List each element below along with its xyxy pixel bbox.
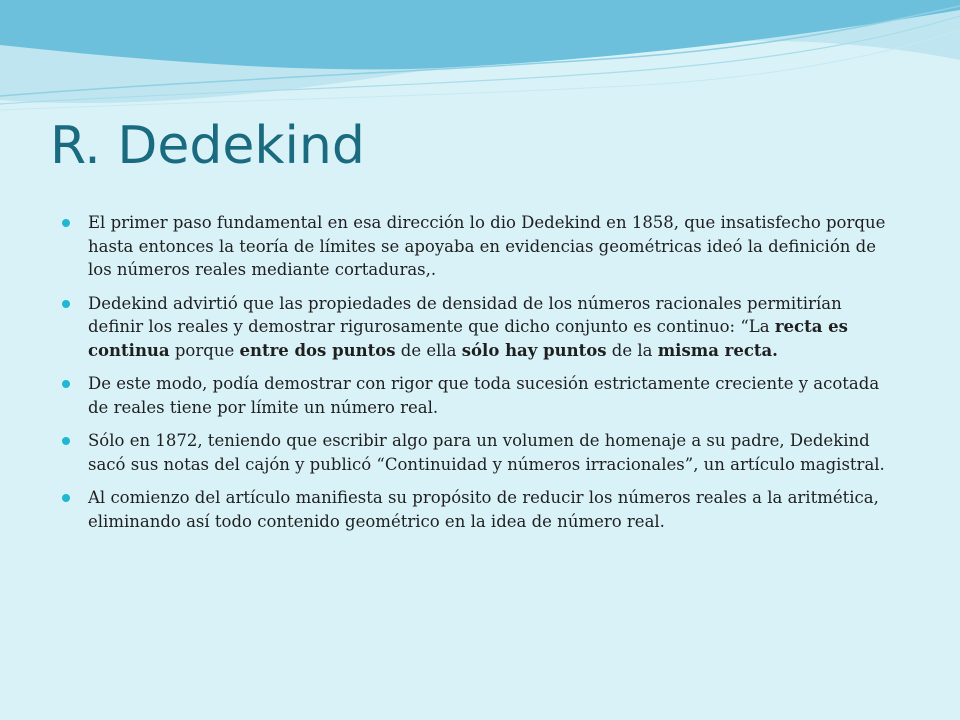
text-segment: porque [169,340,240,360]
bullet-dot-icon [62,380,70,388]
bullet-dot-icon [62,494,70,502]
bullet-dot-icon [62,437,70,445]
bullet-item [60,372,900,419]
bullet-item [60,211,900,282]
text-segment: Dedekind advirtió que las propiedades de densidad de los números racionales permitirían definir los reales y demostrar rigurosamente que dicho conjunto es continuo: “La [88,293,842,336]
bullet-list [60,211,900,543]
bullet-text: El primer paso fundamental en esa dirección lo dio Dedekind en 1858, que insatisfecho porque hasta entonces la teoría de límites se apoyaba en evidencias geométricas ideó la definición de los números reales mediante cortaduras,. [88,213,886,279]
slide-title: R. Dedekind [50,116,365,176]
bullet-item [60,292,900,363]
bold-segment: entre dos puntos [239,340,396,360]
bullet-text: De este modo, podía demostrar con rigor que toda sucesión estrictamente creciente y acotada de reales tiene por límite un número real. [88,374,880,417]
bullet-text [88,294,848,360]
bold-segment: sólo hay puntos [461,340,607,360]
bullet-text: Sólo en 1872, teniendo que escribir algo para un volumen de homenaje a su padre, Dedekind sacó sus notas del cajón y publicó “Continuidad y números irracionales”, un artículo magistral. [88,431,885,474]
header-wave-decoration [0,0,960,130]
bullet-text: Al comienzo del artículo manifiesta su propósito de reducir los números reales a la aritmética, eliminando así todo contenido geométrico en la idea de número real. [88,488,879,531]
bullet-item [60,486,900,533]
bullet-dot-icon [62,300,70,308]
bold-segment: recta es continua [88,317,848,360]
text-segment: de la [606,340,658,360]
bold-segment: misma recta. [657,340,778,360]
bullet-item [60,429,900,476]
text-segment: de ella [395,340,462,360]
bullet-dot-icon [62,219,70,227]
